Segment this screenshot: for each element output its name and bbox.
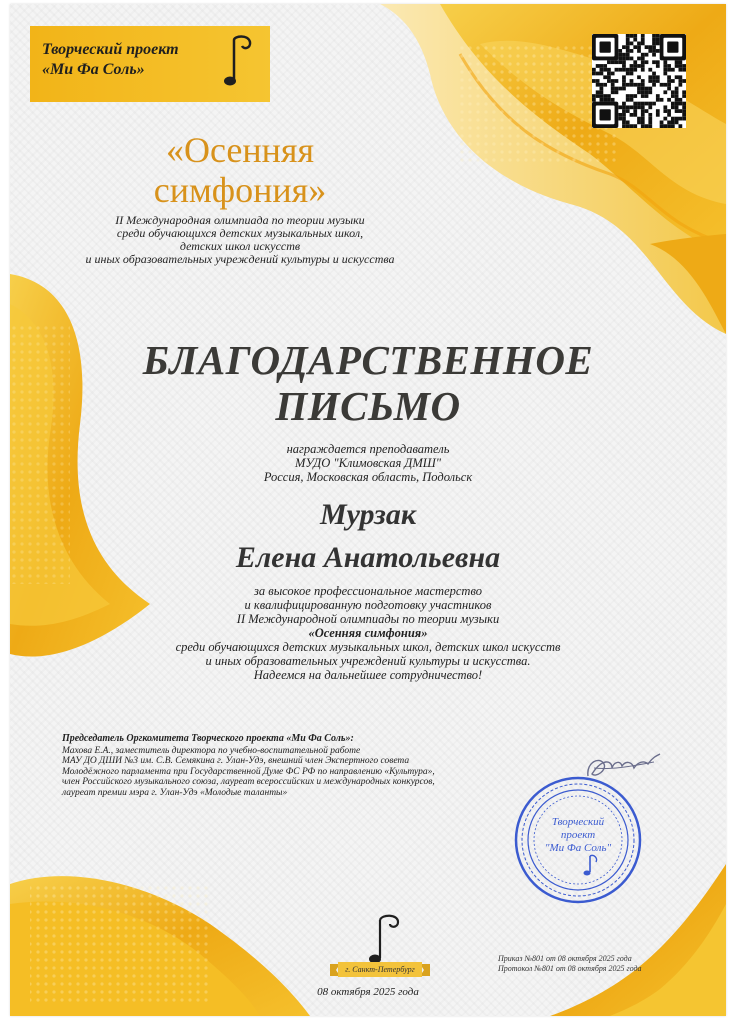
- chair-line: член Российского музыкального союза, лауреат всероссийских и международных конкурсов,: [62, 777, 435, 787]
- stamp-text: [512, 816, 644, 855]
- document-type-line-2: ПИСЬМО: [275, 383, 461, 429]
- certificate-sheet: [10, 4, 726, 1016]
- olympiad-line: детских школ искусств: [179, 239, 301, 253]
- chair-block: [62, 734, 532, 798]
- stamp-line: Творческий: [551, 816, 605, 828]
- body-line: Надеемся на дальнейшее сотрудничество!: [253, 668, 483, 682]
- project-name-line-2: «Ми Фа Соль»: [42, 61, 145, 78]
- awarded-line: Россия, Московская область, Подольск: [263, 470, 473, 484]
- body-line: «Осенняя симфония»: [308, 626, 428, 640]
- chair-heading: Председатель Оргкомитета Творческого проекта «Ми Фа Соль»:: [62, 733, 354, 744]
- body-line: среди обучающихся детских музыкальных школ, детских школ искусств: [175, 640, 561, 654]
- awarded-line: МУДО "Климовская ДМШ": [294, 456, 442, 470]
- event-title-line-2: симфония»: [153, 170, 327, 210]
- body-line: за высокое профессиональное мастерство: [254, 584, 482, 598]
- order-line: Протокол №801 от 08 октября 2025 года: [498, 964, 642, 973]
- order-block: [498, 954, 642, 974]
- qr-code-icon[interactable]: [592, 34, 686, 128]
- olympiad-description: [60, 214, 420, 266]
- body-line: II Международной олимпиады по теории музыки: [236, 612, 500, 626]
- body-text: [10, 584, 726, 682]
- project-name-line-1: Творческий проект: [42, 41, 179, 58]
- olympiad-line: II Международная олимпиада по теории музыки: [115, 213, 365, 227]
- chair-line: МАУ ДО ДШИ №3 им. С.В. Семякина г. Улан-Удэ, внешний член Экспертного совета: [62, 756, 410, 766]
- document-type-line-1: БЛАГОДАРСТВЕННОЕ: [142, 337, 594, 383]
- olympiad-line: среди обучающихся детских музыкальных школ,: [116, 226, 364, 240]
- awarded-block: [10, 442, 726, 484]
- stamp-line: "Ми Фа Соль": [544, 842, 612, 854]
- body-line: и иных образовательных учреждений культуры и искусства.: [205, 654, 531, 668]
- olympiad-line: и иных образовательных учреждений культуры и искусства: [85, 252, 395, 266]
- chair-line: лауреат премии мэра г. Улан-Удэ «Молодые таланты»: [62, 787, 288, 798]
- issue-date: 08 октября 2025 года: [317, 986, 419, 998]
- awarded-line: награждается преподаватель: [286, 442, 450, 456]
- order-line: Приказ №801 от 08 октября 2025 года: [498, 954, 632, 963]
- project-name: [42, 40, 179, 80]
- chair-line: Махова Е.А., заместитель директора по учебно-воспитательной работе: [62, 745, 361, 756]
- city-label: г. Санкт-Петербург: [345, 965, 415, 974]
- recipient-given-names: Елена Анатольевна: [235, 541, 501, 574]
- body-line: и квалифицированную подготовку участников: [244, 598, 492, 612]
- project-banner: [30, 26, 270, 102]
- recipient-surname: Мурзак: [319, 498, 417, 531]
- chair-line: Молодёжного парламента при Государственной Думе ФС РФ по направлению «Культура»,: [62, 766, 435, 777]
- event-title-line-1: «Осенняя: [165, 130, 315, 170]
- stamp-line: проект: [560, 829, 596, 841]
- music-note-icon: [224, 32, 254, 92]
